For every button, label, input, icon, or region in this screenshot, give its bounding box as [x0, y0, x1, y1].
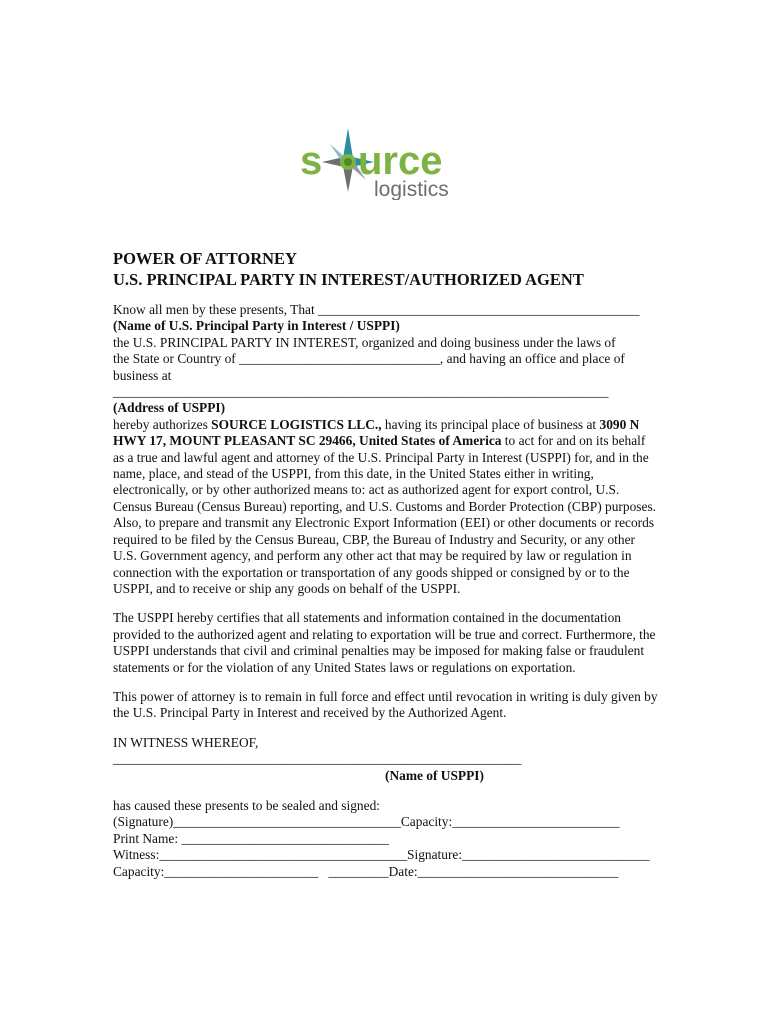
- agent-address: 3090 N HWY 17, MOUNT PLEASANT SC 29466, United States of America: [113, 416, 640, 449]
- logo-graphic: [298, 128, 473, 200]
- authorize-lead: hereby authorizes: [113, 416, 212, 432]
- logo-word-part2: urce: [358, 139, 443, 183]
- authorize-mid: having its principal place of business at: [381, 416, 600, 432]
- usppi-name-caption: (Name of USPPI): [385, 767, 484, 783]
- address-blank-line: __________________________________________________________________________: [113, 384, 609, 400]
- authorize-rest: to act for and on its behalf as a true and lawful agent and attorney of the U.S. Principal Party in Interest (USPPI) for, and in the name, place, and stead of the USPPI, from this date, in the United States either in writing, electronically, or by other authorized means to: act as authorized agent for export control, U.S. Census Bureau (Census Bureau) reporting, and U.S. Customs and Border Protection (CBP) purposes. Also, to prepare and transmit any Electronic Export Information (EEI) or other documents or records required to be filed by the Census Bureau, CBP, the Bureau of Industry and Security, or any other U.S. Government agency, and perform any other act that may be required by law or regulation in connection with the exportation or transportation of any goods shipped or consigned by or to the USPPI, and to receive or ship any goods on behalf of the USPPI.: [113, 433, 657, 596]
- intro-line-a: the U.S. PRINCIPAL PARTY IN INTEREST, organized and doing business under the laws of: [113, 334, 616, 350]
- usppi-name-label: (Name of U.S. Principal Party in Interest / USPPI): [113, 318, 400, 334]
- signature-capacity-line: (Signature)__________________________________Capacity:_________________________: [113, 814, 620, 830]
- document-body: [113, 248, 658, 880]
- usppi-name-blank-line: _____________________________________________________________: [113, 751, 522, 767]
- print-name-line: Print Name: _______________________________: [113, 830, 389, 846]
- source-logistics-logo: [298, 128, 473, 200]
- title-line-2: U.S. PRINCIPAL PARTY IN INTEREST/AUTHORIZED AGENT: [113, 270, 584, 289]
- logo-word-part1: s: [300, 139, 323, 183]
- sealed-line: has caused these presents to be sealed and signed:: [113, 797, 380, 813]
- intro-line-b: the State or Country of ______________________________, and having an office and place of: [113, 351, 625, 367]
- know-all-line: Know all men by these presents, That ________________________________________________: [113, 302, 640, 317]
- title-line-1: POWER OF ATTORNEY: [113, 249, 297, 268]
- full-force-paragraph: This power of attorney is to remain in full force and effect until revocation in writing is duly given by the U.S. Principal Party in Interest and received by the Authorized Agent.: [113, 688, 658, 721]
- certification-paragraph: The USPPI hereby certifies that all statements and information contained in the documentation provided to the authorized agent and relating to exportation will be true and correct. Furthermore, the USPPI understands that civil and criminal penalties may be imposed for making false or fraudulent statements or for the violation of any United States laws or regulations on exportation.: [113, 610, 656, 675]
- usppi-address-label: (Address of USPPI): [113, 400, 226, 416]
- agent-company-name: SOURCE LOGISTICS LLC.,: [211, 416, 382, 432]
- intro-line-c: business at: [113, 367, 172, 383]
- witness-heading: IN WITNESS WHEREOF,: [113, 734, 259, 750]
- logo-subword: logistics: [374, 178, 449, 200]
- authorization-paragraph: [113, 417, 658, 597]
- witness-signature-line: Witness:_____________________________________Signature:____________________________: [113, 847, 650, 863]
- capacity-date-line: Capacity:_______________________ _________Date:______________________________: [113, 863, 619, 879]
